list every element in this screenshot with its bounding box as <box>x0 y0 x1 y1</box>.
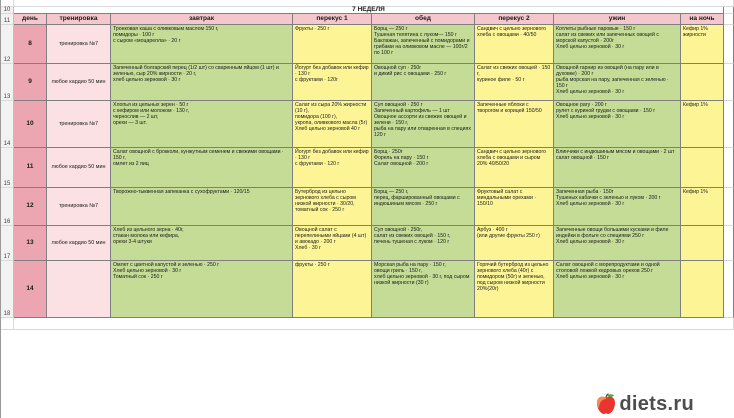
edge-cell <box>724 101 734 148</box>
row-number[interactable]: 11 <box>1 14 14 25</box>
header-snack1[interactable]: перекус 1 <box>293 14 372 25</box>
bottom-corner <box>1 318 14 330</box>
night-cell[interactable]: Кефир 1% жирности <box>681 25 724 64</box>
edge-cell <box>724 25 734 64</box>
day-cell[interactable]: 12 <box>14 188 47 226</box>
snack1-cell[interactable]: Салат из сыра 20% жирности (10 г), помидора (100 г), укропа, оливкового масла (5г) Хлеб цельно зерновой 40 г <box>293 101 372 148</box>
header-lunch[interactable]: обед <box>372 14 475 25</box>
night-cell[interactable]: Кефир 1% <box>681 101 724 148</box>
snack1-cell[interactable]: фрукты · 250 г <box>293 261 372 318</box>
snack2-cell[interactable]: Сандвич с цельно зернового хлеба с овощами · 40/50 <box>475 25 554 64</box>
lunch-cell[interactable]: Суп овощной · 250г, салат из свежих овощей · 150 г, печень тушеная с луком · 120 г <box>372 226 475 261</box>
row-number[interactable]: 10 <box>1 7 14 14</box>
apple-icon <box>596 393 616 415</box>
edge-cell <box>724 188 734 226</box>
week-title[interactable]: 7 НЕДЕЛЯ <box>14 7 724 14</box>
training-cell[interactable]: любое кардио 50 мин <box>47 226 111 261</box>
lunch-cell[interactable]: Борщ — 250 г Тушеная телятина с луком— 150 г Баклажан, запеченный с помидорами и грибами на оливковом масле — 100г/2 по 100 г <box>372 25 475 64</box>
dinner-cell[interactable]: Котлеты рыбные паровые · 150 г салат из свежих или запеченных овощей с морской капустой · 200г Хлеб цельно зерновой · 30 г <box>554 25 681 64</box>
training-cell[interactable]: тренировка №7 <box>47 25 111 64</box>
breakfast-cell[interactable]: Салат овощной с брокколи, кунжутным семенем и свежими овощами · 150 г, омлет из 2 яиц <box>111 148 293 188</box>
day-cell[interactable]: 11 <box>14 148 47 188</box>
dinner-cell[interactable]: Салат овощной с морепродуктами и одной столовой ложкой кедровых орехов 250 г Хлеб цельно зерновой · 30 г <box>554 261 681 318</box>
day-cell[interactable]: 10 <box>14 101 47 148</box>
edge-cell <box>724 148 734 188</box>
lunch-cell[interactable]: Борщ · 250г Форель на пару · 150 г Салат овощной · 200 г <box>372 148 475 188</box>
diets-logo <box>578 390 700 418</box>
row-number[interactable]: 13 <box>1 64 14 101</box>
dinner-cell[interactable]: Запеченные овощи большими кусками и филе индейки в фольге со специями 250 г Хлеб цельно зерновой · 30 г <box>554 226 681 261</box>
header-snack2[interactable]: перекус 2 <box>475 14 554 25</box>
snack1-cell[interactable]: Йогурт без добавок или кефир · 130 г с фруктами · 120 г <box>293 148 372 188</box>
row-number[interactable]: 16 <box>1 188 14 226</box>
training-cell[interactable]: тренировка №7 <box>47 188 111 226</box>
snack2-cell[interactable]: Арбуз · 400 г (или другие фрукты 250 г) <box>475 226 554 261</box>
day-cell[interactable]: 9 <box>14 64 47 101</box>
header-dinner[interactable]: ужин <box>554 14 681 25</box>
day-cell[interactable]: 14 <box>14 261 47 318</box>
row-number[interactable]: 17 <box>1 226 14 261</box>
edge-cell <box>724 226 734 261</box>
lunch-cell[interactable]: Суп овощной · 250 г Запеченный картофель — 1 шт Овощное ассорти из свежих овощей и зелени · 150 г, рыба на пару или отваренная в специях 120 г <box>372 101 475 148</box>
training-cell[interactable]: тренировка №7 <box>47 101 111 148</box>
edge-cell <box>724 261 734 318</box>
snack2-cell[interactable]: Салат из свежих овощей · 150 г, куриное филе · 50 г <box>475 64 554 101</box>
snack1-cell[interactable]: Бутерброд из цельно зернового хлеба с сыром низкой жирности · 30/20, томатный сок · 250 г <box>293 188 372 226</box>
snack1-cell[interactable]: Фрукты · 250 г <box>293 25 372 64</box>
breakfast-cell[interactable]: Хлеб из цельного зерна · 40г, стакан молока или кефира, орехи 3-4 штуки <box>111 226 293 261</box>
day-cell[interactable]: 13 <box>14 226 47 261</box>
snack1-cell[interactable]: Йогурт без добавок или кефир · 130 г с фруктами · 120г <box>293 64 372 101</box>
dinner-cell[interactable]: Блинчики с индюшиным мясом и овощами · 2 шт салат овощной · 150 г <box>554 148 681 188</box>
breakfast-cell[interactable]: Творожно-тыквенная запеканка с сухофруктами · 120/15 <box>111 188 293 226</box>
lunch-cell[interactable]: Морская рыба на пару · 150 г, овощи гриль · 150 г, хлеб цельно зерновой · 30 г, под сыром низкой жирности (30 г) <box>372 261 475 318</box>
bottom-clipped-row <box>14 318 734 330</box>
header-day[interactable]: день <box>14 14 47 25</box>
logo-text: diets.ru <box>619 392 694 415</box>
dinner-cell[interactable]: Запеченная рыба · 150г Тушеных кабачки с зеленью и луком · 200 г Хлеб цельно зерновой · 30 г <box>554 188 681 226</box>
training-cell[interactable] <box>47 261 111 318</box>
row-number[interactable]: 18 <box>1 261 14 318</box>
lunch-cell[interactable]: Овощной суп · 250г и дикий рис с овощами · 250 г <box>372 64 475 101</box>
snack2-cell[interactable]: Запеченные яблоки с творогом и корицей 150/50 <box>475 101 554 148</box>
dinner-cell[interactable]: Овощной гарнир из овощей (на пару или в духовке) · 200 г рыба морская на пару, запеченная с зеленью · 150 г Хлеб цельно зерновой · 30 г <box>554 64 681 101</box>
snack2-cell[interactable]: Сандвич с цельно зернового хлеба с овощами и сыром 20% 40/50/20 <box>475 148 554 188</box>
breakfast-cell[interactable]: Хлопья из цельных зерен · 50 г с кефиром или молоком · 130 г, чернослив — 2 шт, орехи — 3 шт. <box>111 101 293 148</box>
night-cell[interactable]: Кефир 1% <box>681 188 724 226</box>
night-cell[interactable] <box>681 261 724 318</box>
row-number[interactable]: 12 <box>1 25 14 64</box>
dinner-cell[interactable]: Овощное рагу · 200 г рулет с куриной грудки с овощами · 150 г Хлеб цельно зерновой · 30 г <box>554 101 681 148</box>
snack2-cell[interactable]: Фруктовый салат с миндальными орехами · 150/10 <box>475 188 554 226</box>
snack1-cell[interactable]: Овощной салат с перепелиными яйцами (4 шт) и авокадо · 200 г Хлеб · 30 г <box>293 226 372 261</box>
header-breakfast[interactable]: завтрак <box>111 14 293 25</box>
night-cell[interactable] <box>681 64 724 101</box>
day-cell[interactable]: 8 <box>14 25 47 64</box>
header-night[interactable]: на ночь <box>681 14 724 25</box>
night-cell[interactable] <box>681 148 724 188</box>
row-number[interactable]: 15 <box>1 148 14 188</box>
snack2-cell[interactable]: Горячий бутерброд из цельно зернового хлеба (40г) с помидором (50г) и зеленью, под сыром низкой жирности 20%(20г) <box>475 261 554 318</box>
night-cell[interactable] <box>681 226 724 261</box>
training-cell[interactable]: любое кардио 50 мин <box>47 148 111 188</box>
breakfast-cell[interactable]: Тронковая каша с оливковым маслом 150 г, помидоры · 100 г с сыром «моцарелла» · 20 г <box>111 25 293 64</box>
edge-cell <box>724 7 734 14</box>
breakfast-cell[interactable]: Запеченный болгарский перец (1/2 шт) со сваренным яйцом (1 шт) и зеленью, сыр 20% жирности · 20 г, хлеб цельно зерновой · 30 г <box>111 64 293 101</box>
edge-cell <box>724 14 734 25</box>
header-training[interactable]: тренировка <box>47 14 111 25</box>
training-cell[interactable]: любое кардио 50 мин <box>47 64 111 101</box>
lunch-cell[interactable]: Борщ — 250 г, перец, фаршированный овощами с индюшиным мясом · 250 г <box>372 188 475 226</box>
breakfast-cell[interactable]: Омлет с цветной капустой и зеленью · 250 г Хлеб цельно зерновой · 30 г Томатный сок · 250 г <box>111 261 293 318</box>
edge-cell <box>724 64 734 101</box>
row-number[interactable]: 14 <box>1 101 14 148</box>
